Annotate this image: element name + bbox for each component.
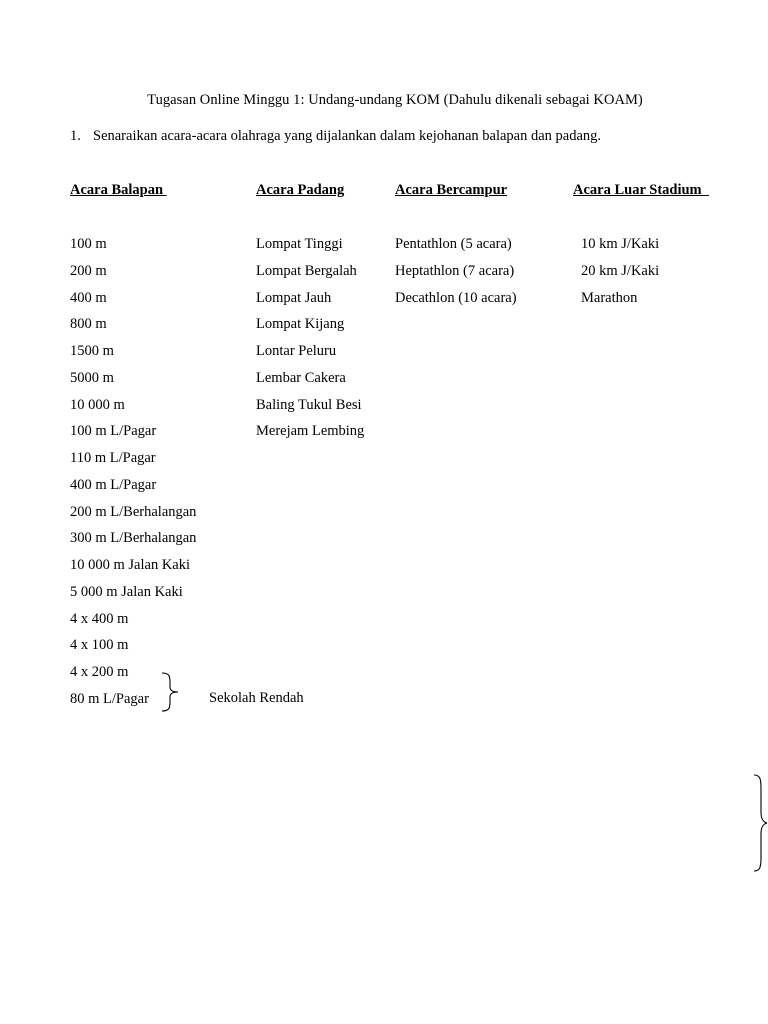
- list-item: 5000 m: [70, 369, 114, 386]
- document-title: Tugasan Online Minggu 1: Undang-undang KOM (Dahulu dikenali sebagai KOAM): [147, 92, 643, 108]
- list-item: 200 m: [70, 262, 107, 279]
- list-item: Baling Tukul Besi: [256, 396, 362, 413]
- list-item: Lompat Jauh: [256, 289, 332, 306]
- list-item: 4 x 400 m: [70, 610, 129, 627]
- list-item: Lompat Kijang: [256, 316, 345, 333]
- list-item: 10 000 m Jalan Kaki: [70, 557, 191, 573]
- list-balapan: [70, 235, 196, 717]
- list-item: 1500 m: [70, 343, 114, 359]
- list-bercampur: [395, 235, 517, 315]
- list-item: Merejam Lembing: [256, 423, 365, 440]
- column-acara-luar-stadium: [573, 182, 709, 306]
- list-item: 200 m L/Berhalangan: [70, 503, 197, 520]
- note-sekolah-rendah: Sekolah Rendah: [209, 690, 304, 706]
- column-header-balapan: Acara Balapan: [70, 182, 167, 198]
- right-curly-brace-icon: [748, 774, 768, 872]
- column-acara-padang: [256, 182, 365, 440]
- list-item: 80 m L/Pagar: [70, 690, 149, 707]
- list-item: 400 m L/Pagar: [70, 476, 157, 493]
- list-item: 4 x 100 m: [70, 637, 129, 654]
- list-item: Pentathlon (5 acara): [395, 236, 512, 252]
- list-item: Lompat Tinggi: [256, 236, 343, 252]
- list-item: Lontar Peluru: [256, 343, 337, 359]
- right-curly-brace-icon: [158, 672, 182, 712]
- question-text: Senaraikan acara-acara olahraga yang dijalankan dalam kejohanan balapan dan padang.: [93, 128, 602, 144]
- list-luar-stadium: [581, 235, 659, 315]
- list-item: Decathlon (10 acara): [395, 289, 517, 306]
- list-item: 400 m: [70, 289, 107, 306]
- list-item: 20 km J/Kaki: [581, 262, 660, 279]
- column-header-bercampur: Acara Bercampur: [395, 182, 508, 198]
- list-padang: [256, 235, 364, 449]
- list-item: 300 m L/Berhalangan: [70, 530, 197, 547]
- list-item: 100 m L/Pagar: [70, 423, 157, 440]
- list-item: Lembar Cakera: [256, 369, 346, 386]
- question-number: 1.: [70, 128, 81, 144]
- list-item: Lompat Bergalah: [256, 262, 357, 279]
- list-item: 800 m: [70, 316, 107, 333]
- column-header-padang: Acara Padang: [256, 182, 345, 198]
- column-acara-bercampur: [395, 182, 517, 306]
- column-header-luar-stadium: Acara Luar Stadium: [573, 182, 709, 198]
- list-item: Heptathlon (7 acara): [395, 262, 515, 279]
- list-item: 4 x 200 m: [70, 664, 129, 680]
- list-item: Marathon: [581, 289, 638, 306]
- list-item: 100 m: [70, 236, 107, 252]
- column-acara-balapan: [70, 182, 197, 707]
- question-1: [70, 128, 601, 145]
- list-item: 110 m L/Pagar: [70, 450, 156, 466]
- list-item: 5 000 m Jalan Kaki: [70, 583, 183, 600]
- list-item: 10 000 m: [70, 396, 125, 413]
- list-item: 10 km J/Kaki: [581, 236, 660, 252]
